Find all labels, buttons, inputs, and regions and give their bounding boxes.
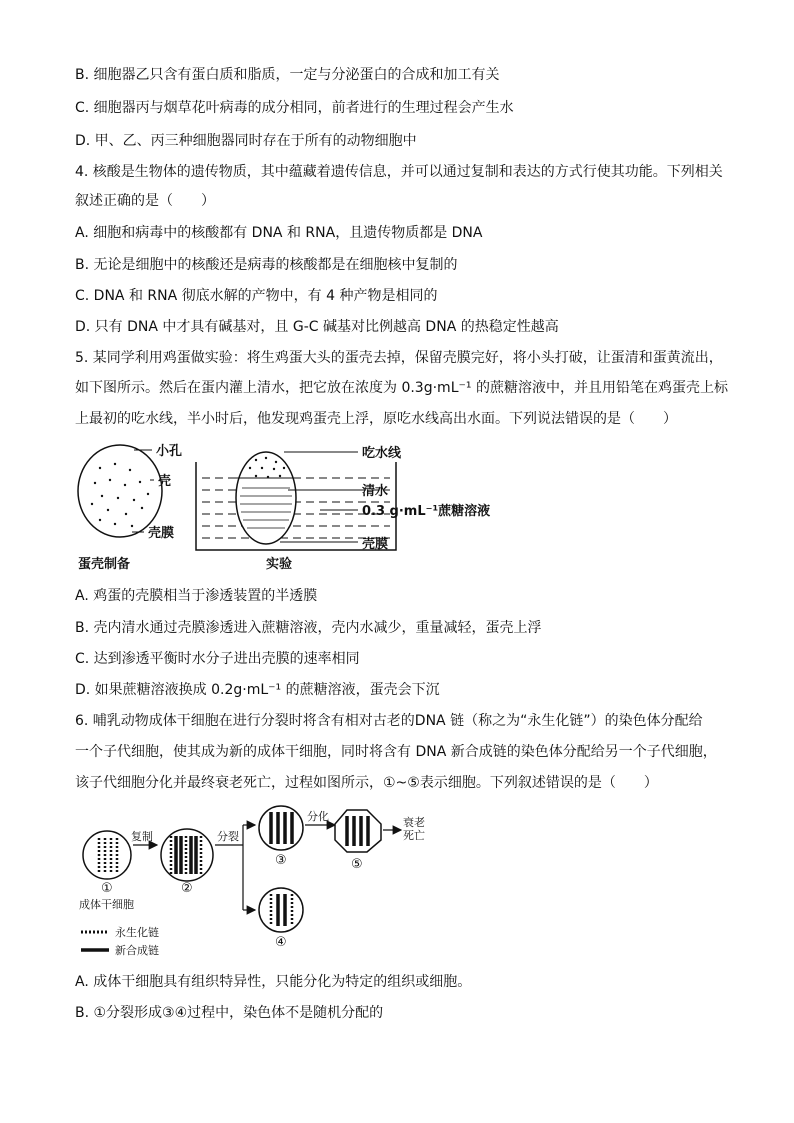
- q4-option-a: A. 细胞和病毒中的核酸都有 DNA 和 RNA，且遗传物质都是 DNA: [75, 225, 483, 241]
- label-death: 死亡: [403, 829, 425, 842]
- legend-new-strand: 新合成链: [115, 944, 159, 957]
- q3-option-b: B. 细胞器乙只含有蛋白质和脂质，一定与分泌蛋白的合成和加工有关: [75, 67, 500, 83]
- label-differentiate: 分化: [307, 810, 329, 823]
- label-water: 清水: [362, 484, 389, 499]
- q4-option-b: B. 无论是细胞中的核酸还是病毒的核酸都是在细胞核中复制的: [75, 257, 458, 273]
- label-divide: 分裂: [217, 830, 239, 843]
- label-membrane-experiment: 壳膜: [362, 537, 389, 552]
- q5-stem-line3: 上最初的吃水线，半小时后，他发现鸡蛋壳上浮，原吃水线高出水面。下列说法错误的是（ ）: [75, 411, 677, 427]
- q5-option-d: D. 如果蔗糖溶液换成 0.2g·mL⁻¹ 的蔗糖溶液，蛋壳会下沉: [75, 682, 440, 698]
- label-n4: ④: [275, 935, 287, 950]
- label-membrane-prep: 壳膜: [148, 526, 175, 541]
- label-adult-stem-cell: 成体干细胞: [79, 898, 134, 911]
- q6-option-a: A. 成体干细胞具有组织特异性，只能分化为特定的组织或细胞。: [75, 974, 472, 990]
- stem-cell-figure: [75, 800, 455, 965]
- label-hole: 小孔: [156, 444, 183, 459]
- q6-stem-line3: 该子代细胞分化并最终衰老死亡，过程如图所示，①~⑤表示细胞。下列叙述错误的是（ ）: [75, 775, 658, 791]
- q4-stem-line1: 4. 核酸是生物体的遗传物质，其中蕴藏着遗传信息，并可以通过复制和表达的方式行使其功能。下列相关: [75, 164, 723, 180]
- label-replicate: 复制: [131, 830, 153, 843]
- cell-1: [83, 831, 131, 879]
- q4-stem-line2: 叙述正确的是（ ）: [75, 193, 215, 209]
- q6-stem-line1: 6. 哺乳动物成体干细胞在进行分裂时将含有相对古老的DNA 链（称之为“永生化链”）的染色体分配给: [75, 713, 703, 729]
- label-shell: 壳: [158, 474, 172, 489]
- q5-stem-line2: 如下图所示。然后在蛋内灌上清水，把它放在浓度为 0.3g·mL⁻¹ 的蔗糖溶液中，并且用铅笔在鸡蛋壳上标: [75, 380, 728, 396]
- label-n1: ①: [101, 881, 113, 896]
- label-n3: ③: [275, 853, 287, 868]
- q5-stem-line1: 5. 某同学利用鸡蛋做实验：将生鸡蛋大头的蛋壳去掉，保留壳膜完好，将小头打破，让蛋清和蛋黄流出，: [75, 350, 723, 366]
- egg-in-beaker: [236, 452, 296, 544]
- label-sucrose: 0.3 g·mL⁻¹蔗糖溶液: [362, 504, 491, 519]
- q5-option-a: A. 鸡蛋的壳膜相当于渗透装置的半透膜: [75, 588, 318, 604]
- q6-option-b: B. ①分裂形成③④过程中，染色体不是随机分配的: [75, 1005, 384, 1021]
- egg-shell-prep: [78, 445, 162, 537]
- cell-3: [259, 806, 303, 850]
- q3-option-c: C. 细胞器丙与烟草花叶病毒的成分相同，前者进行的生理过程会产生水: [75, 100, 514, 116]
- label-n2: ②: [181, 881, 193, 896]
- q6-stem-line2: 一个子代细胞，使其成为新的成体干细胞，同时将含有 DNA 新合成链的染色体分配给另一个子代细胞，: [75, 744, 717, 760]
- q4-option-c: C. DNA 和 RNA 彻底水解的产物中，有 4 种产物是相同的: [75, 288, 438, 304]
- q3-option-d: D. 甲、乙、丙三种细胞器同时存在于所有的动物细胞中: [75, 133, 417, 149]
- q4-option-d: D. 只有 DNA 中才具有碱基对，且 G-C 碱基对比例越高 DNA 的热稳定性越高: [75, 319, 559, 335]
- q5-option-b: B. 壳内清水通过壳膜渗透进入蔗糖溶液，壳内水减少，重量减轻，蛋壳上浮: [75, 620, 542, 636]
- label-waterline: 吃水线: [362, 446, 402, 461]
- legend: [81, 925, 159, 957]
- egg-experiment-figure: [70, 438, 510, 578]
- label-aging: 衰老: [403, 816, 425, 829]
- cell-4: [259, 888, 303, 932]
- cell-2: [161, 829, 213, 881]
- caption-egg-prep: 蛋壳制备: [78, 557, 131, 572]
- caption-experiment: 实验: [266, 557, 293, 572]
- cell-5: [335, 810, 381, 852]
- q5-option-c: C. 达到渗透平衡时水分子进出壳膜的速率相同: [75, 651, 360, 667]
- label-n5: ⑤: [351, 857, 363, 872]
- legend-immortal-strand: 永生化链: [115, 926, 159, 939]
